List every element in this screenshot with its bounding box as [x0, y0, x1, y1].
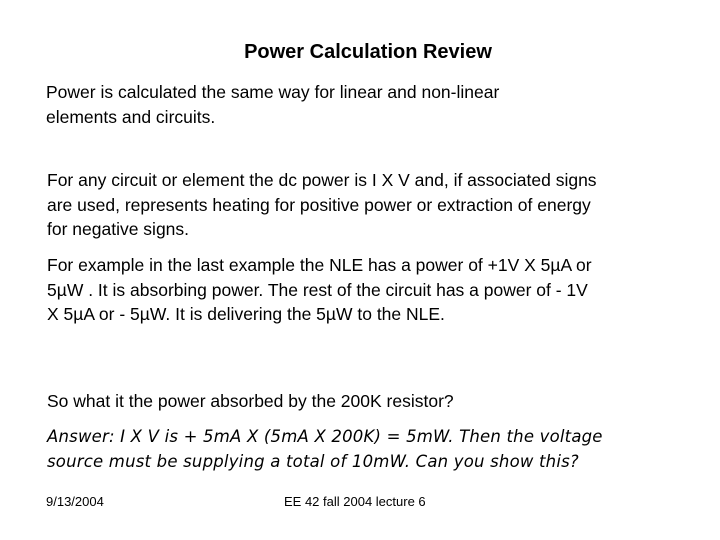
- paragraph-power-calculation: Power is calculated the same way for linear and non-linear elements and circuits.: [46, 82, 500, 127]
- paragraph-dc-power: For any circuit or element the dc power is I X V and, if associated signs are used, represents heating for positive power or extraction of energy for negative signs.: [47, 170, 597, 239]
- footer-date: 9/13/2004: [46, 494, 104, 509]
- footer-course: EE 42 fall 2004 lecture 6: [284, 494, 426, 509]
- question-resistor-power: So what it the power absorbed by the 200K resistor?: [47, 391, 454, 411]
- slide-title: Power Calculation Review: [244, 41, 492, 63]
- answer-text: Answer: I X V is + 5mA X (5mA X 200K) = 5mW. Then the voltage source must be supplying a total of 10mW. Can you show this?: [47, 427, 603, 471]
- paragraph-nle-example: For example in the last example the NLE has a power of +1V X 5µA or 5µW . It is absorbing power. The rest of the circuit has a power of - 1V X 5µA or - 5µW. It is delivering the 5µW to the NLE.: [47, 255, 592, 324]
